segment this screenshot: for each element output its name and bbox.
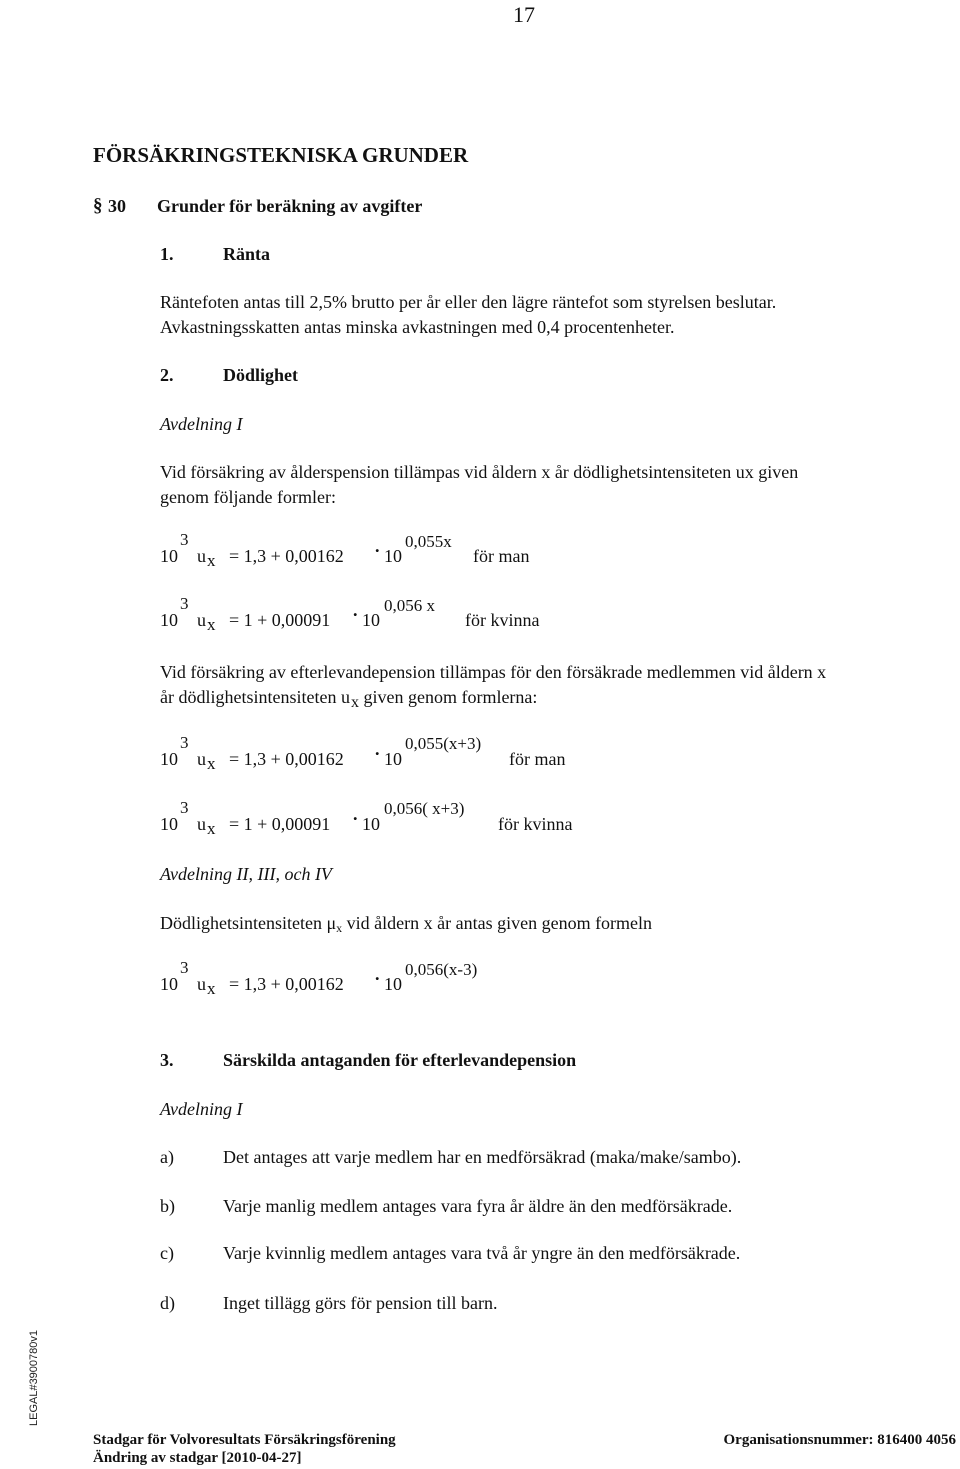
paragraph-text: given genom formlerna:	[363, 687, 538, 707]
section-number: 30	[108, 196, 126, 216]
formula-power: 0,056 x	[384, 596, 435, 615]
formula-dot: .	[353, 600, 358, 620]
formula-u: u	[197, 610, 206, 630]
formula-ten: 10	[362, 814, 380, 834]
formula-dot: .	[375, 536, 380, 556]
list-item-text: Varje manlig medlem antages vara fyra år äldre än den medförsäkrade.	[223, 1196, 733, 1216]
formula-ten: 10	[384, 974, 402, 994]
page-heading: FÖRSÄKRINGSTEKNISKA GRUNDER	[93, 143, 469, 167]
subsection-1-title: Ränta	[223, 244, 271, 264]
formula-ten: 10	[384, 749, 402, 769]
formula-exponent: 3	[180, 594, 189, 613]
formula-exponent: 3	[180, 733, 189, 752]
formula-rhs: = 1 + 0,00091	[229, 814, 331, 834]
formula-rhs: = 1,3 + 0,00162	[229, 749, 344, 769]
formula-power: 0,055(x+3)	[405, 734, 482, 753]
section-symbol: §	[93, 195, 103, 216]
formula-u: u	[197, 974, 206, 994]
formula-subscript: x	[207, 551, 216, 570]
formula-base: 10	[160, 610, 178, 630]
formula-subscript: x	[207, 979, 216, 998]
paragraph-line: Vid försäkring av efterlevandepension tillämpas för den försäkrade medlemmen vid åldern x	[160, 662, 827, 682]
paragraph-subscript: x	[336, 921, 343, 935]
formula-subscript: x	[207, 819, 216, 838]
formula-base: 10	[160, 546, 178, 566]
paragraph-line	[160, 912, 652, 936]
paragraph-text: vid åldern x år antas given genom formeln	[342, 913, 653, 933]
formula-exponent: 3	[180, 798, 189, 817]
formula-rhs: = 1 + 0,00091	[229, 610, 331, 630]
paragraph-line: Avkastningsskatten antas minska avkastningen med 0,4 procentenheter.	[160, 317, 675, 337]
paragraph-line: Vid försäkring av ålderspension tillämpas vid åldern x år dödlighetsintensiteten ux given	[160, 462, 799, 482]
formula-u: u	[197, 546, 206, 566]
list-item-marker: d)	[160, 1293, 175, 1313]
subsection-3-title: Särskilda antaganden för efterlevandepension	[223, 1050, 577, 1070]
division-label: Avdelning I	[160, 1099, 243, 1119]
formula-label: för kvinna	[498, 814, 573, 834]
section-title: Grunder för beräkning av avgifter	[157, 196, 423, 216]
division-label: Avdelning II, III, och IV	[160, 864, 332, 884]
paragraph-line	[160, 686, 537, 710]
subsection-2-number: 2.	[160, 365, 174, 385]
paragraph-text: år dödlighetsintensiteten u	[160, 687, 350, 707]
formula-u: u	[197, 749, 206, 769]
formula-dot: .	[353, 804, 358, 824]
paragraph-text: Dödlighetsintensiteten	[160, 913, 327, 933]
paragraph-line: genom följande formler:	[160, 487, 336, 507]
formula-base: 10	[160, 814, 178, 834]
formula-subscript: x	[207, 754, 216, 773]
list-item-text: Varje kvinnlig medlem antages vara två år yngre än den medförsäkrade.	[223, 1243, 741, 1263]
list-item-marker: c)	[160, 1243, 174, 1263]
subsection-2-title: Dödlighet	[223, 365, 299, 385]
footer-right: Organisationsnummer: 816400 4056	[723, 1432, 956, 1448]
formula-dot: .	[375, 964, 380, 984]
footer-left-line2: Ändring av stadgar [2010-04-27]	[93, 1450, 302, 1466]
mu-symbol: μ	[326, 913, 337, 933]
formula-power: 0,056(x-3)	[405, 960, 478, 979]
document-id-vertical: LEGAL#3900780v1	[28, 1329, 41, 1427]
list-item-text: Det antages att varje medlem har en medförsäkrad (maka/make/sambo).	[223, 1147, 742, 1167]
paragraph-subscript: x	[350, 694, 359, 711]
formula-base: 10	[160, 749, 178, 769]
formula-exponent: 3	[180, 958, 189, 977]
formula-label: för man	[473, 546, 530, 566]
division-label: Avdelning I	[160, 414, 243, 434]
formula-rhs: = 1,3 + 0,00162	[229, 974, 344, 994]
paragraph-line: Räntefoten antas till 2,5% brutto per år eller den lägre räntefot som styrelsen beslutar.	[160, 292, 777, 312]
formula-power: 0,055x	[405, 532, 452, 551]
formula-ten: 10	[384, 546, 402, 566]
footer-left-line1: Stadgar för Volvoresultats Försäkringsförening	[93, 1432, 396, 1448]
list-item-marker: a)	[160, 1147, 174, 1167]
list-item-marker: b)	[160, 1196, 175, 1216]
subsection-3-number: 3.	[160, 1050, 174, 1070]
page-number: 17	[513, 2, 535, 27]
list-item-text: Inget tillägg görs för pension till barn.	[223, 1293, 498, 1313]
formula-ten: 10	[362, 610, 380, 630]
formula-rhs: = 1,3 + 0,00162	[229, 546, 344, 566]
subsection-1-number: 1.	[160, 244, 174, 264]
formula-subscript: x	[207, 615, 216, 634]
formula-label: för kvinna	[465, 610, 540, 630]
formula-label: för man	[509, 749, 566, 769]
formula-base: 10	[160, 974, 178, 994]
formula-u: u	[197, 814, 206, 834]
formula-power: 0,056( x+3)	[384, 799, 465, 818]
formula-dot: .	[375, 739, 380, 759]
formula-exponent: 3	[180, 530, 189, 549]
